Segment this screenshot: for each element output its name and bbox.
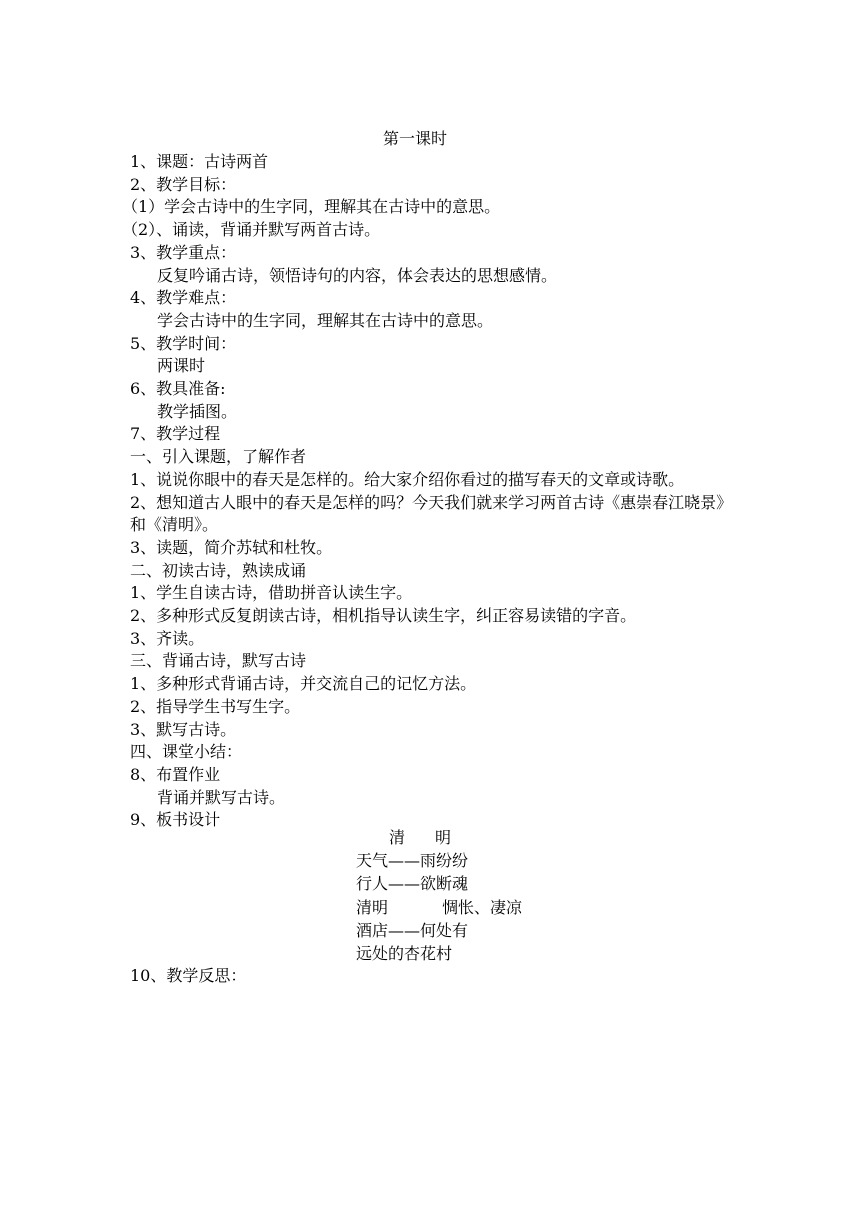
board-row-3-right: 惆怅、凄凉 bbox=[442, 897, 523, 917]
board-row-2: 行人——欲断魂 bbox=[356, 874, 469, 894]
topic-line: 1、课题：古诗两首 bbox=[130, 152, 269, 171]
objective-1: （1）学会古诗中的生字同，理解其在古诗中的意思。 bbox=[122, 197, 501, 217]
objective-2: （2）、诵读，背诵并默写两首古诗。 bbox=[122, 220, 381, 240]
objectives-heading: 2、教学目标： bbox=[130, 174, 237, 194]
section-2-item-2: 2、多种形式反复朗读古诗，相机指导认读生字，纠正容易读错的字音。 bbox=[130, 606, 637, 626]
materials-text: 教学插图。 bbox=[157, 401, 238, 421]
board-row-3 bbox=[356, 896, 616, 919]
section-3-item-3: 3、默写古诗。 bbox=[130, 719, 237, 739]
key-points-text: 反复吟诵古诗，领悟诗句的内容，体会表达的思想感情。 bbox=[157, 265, 558, 285]
section-1-item-3: 3、读题，简介苏轼和杜牧。 bbox=[130, 537, 333, 557]
board-title-left: 清 bbox=[389, 828, 406, 847]
board-title-right: 明 bbox=[435, 828, 452, 847]
board-title bbox=[356, 826, 616, 849]
reflection-heading: 10、教学反思： bbox=[130, 966, 247, 985]
section-3-item-1: 1、多种形式背诵古诗，并交流自己的记忆方法。 bbox=[130, 674, 477, 694]
time-heading: 5、教学时间： bbox=[130, 333, 237, 353]
section-3-heading: 三、背诵古诗，默写古诗 bbox=[130, 651, 307, 671]
section-2-item-1: 1、学生自读古诗，借助拼音认读生字。 bbox=[130, 583, 413, 603]
section-1-item-2: 2、想知道古人眼中的春天是怎样的吗？今天我们就来学习两首古诗《惠崇春江晓景》和《清明》。 bbox=[130, 492, 733, 535]
section-3-item-2: 2、指导学生书写生字。 bbox=[130, 696, 301, 716]
homework-heading: 8、布置作业 bbox=[130, 764, 221, 784]
time-text: 两课时 bbox=[157, 356, 206, 376]
board-row-5: 远处的杏花村 bbox=[356, 944, 453, 964]
board-row-3-left: 清明 bbox=[356, 897, 389, 917]
process-heading: 7、教学过程 bbox=[130, 424, 221, 444]
lesson-title: 第一课时 bbox=[382, 129, 447, 148]
difficulties-heading: 4、教学难点： bbox=[130, 288, 237, 308]
section-2-item-3: 3、齐读。 bbox=[130, 628, 205, 648]
lesson-plan-body bbox=[122, 151, 740, 832]
materials-heading: 6、教具准备: bbox=[130, 379, 226, 399]
section-2-heading: 二、初读古诗，熟读成诵 bbox=[130, 560, 307, 580]
homework-text: 背诵并默写古诗。 bbox=[157, 787, 286, 807]
section-4-heading: 四、课堂小结： bbox=[130, 742, 243, 762]
board-row-1: 天气——雨纷纷 bbox=[356, 851, 469, 871]
section-1-item-1: 1、说说你眼中的春天是怎样的。给大家介绍你看过的描写春天的文章或诗歌。 bbox=[130, 469, 685, 489]
board-design bbox=[356, 826, 616, 965]
board-row-4: 酒店——何处有 bbox=[356, 920, 469, 940]
section-1-heading: 一、引入课题，了解作者 bbox=[130, 447, 307, 467]
key-points-heading: 3、教学重点： bbox=[130, 242, 237, 262]
difficulties-text: 学会古诗中的生字同，理解其在古诗中的意思。 bbox=[157, 310, 494, 330]
board-design-heading: 9、板书设计 bbox=[130, 810, 221, 830]
